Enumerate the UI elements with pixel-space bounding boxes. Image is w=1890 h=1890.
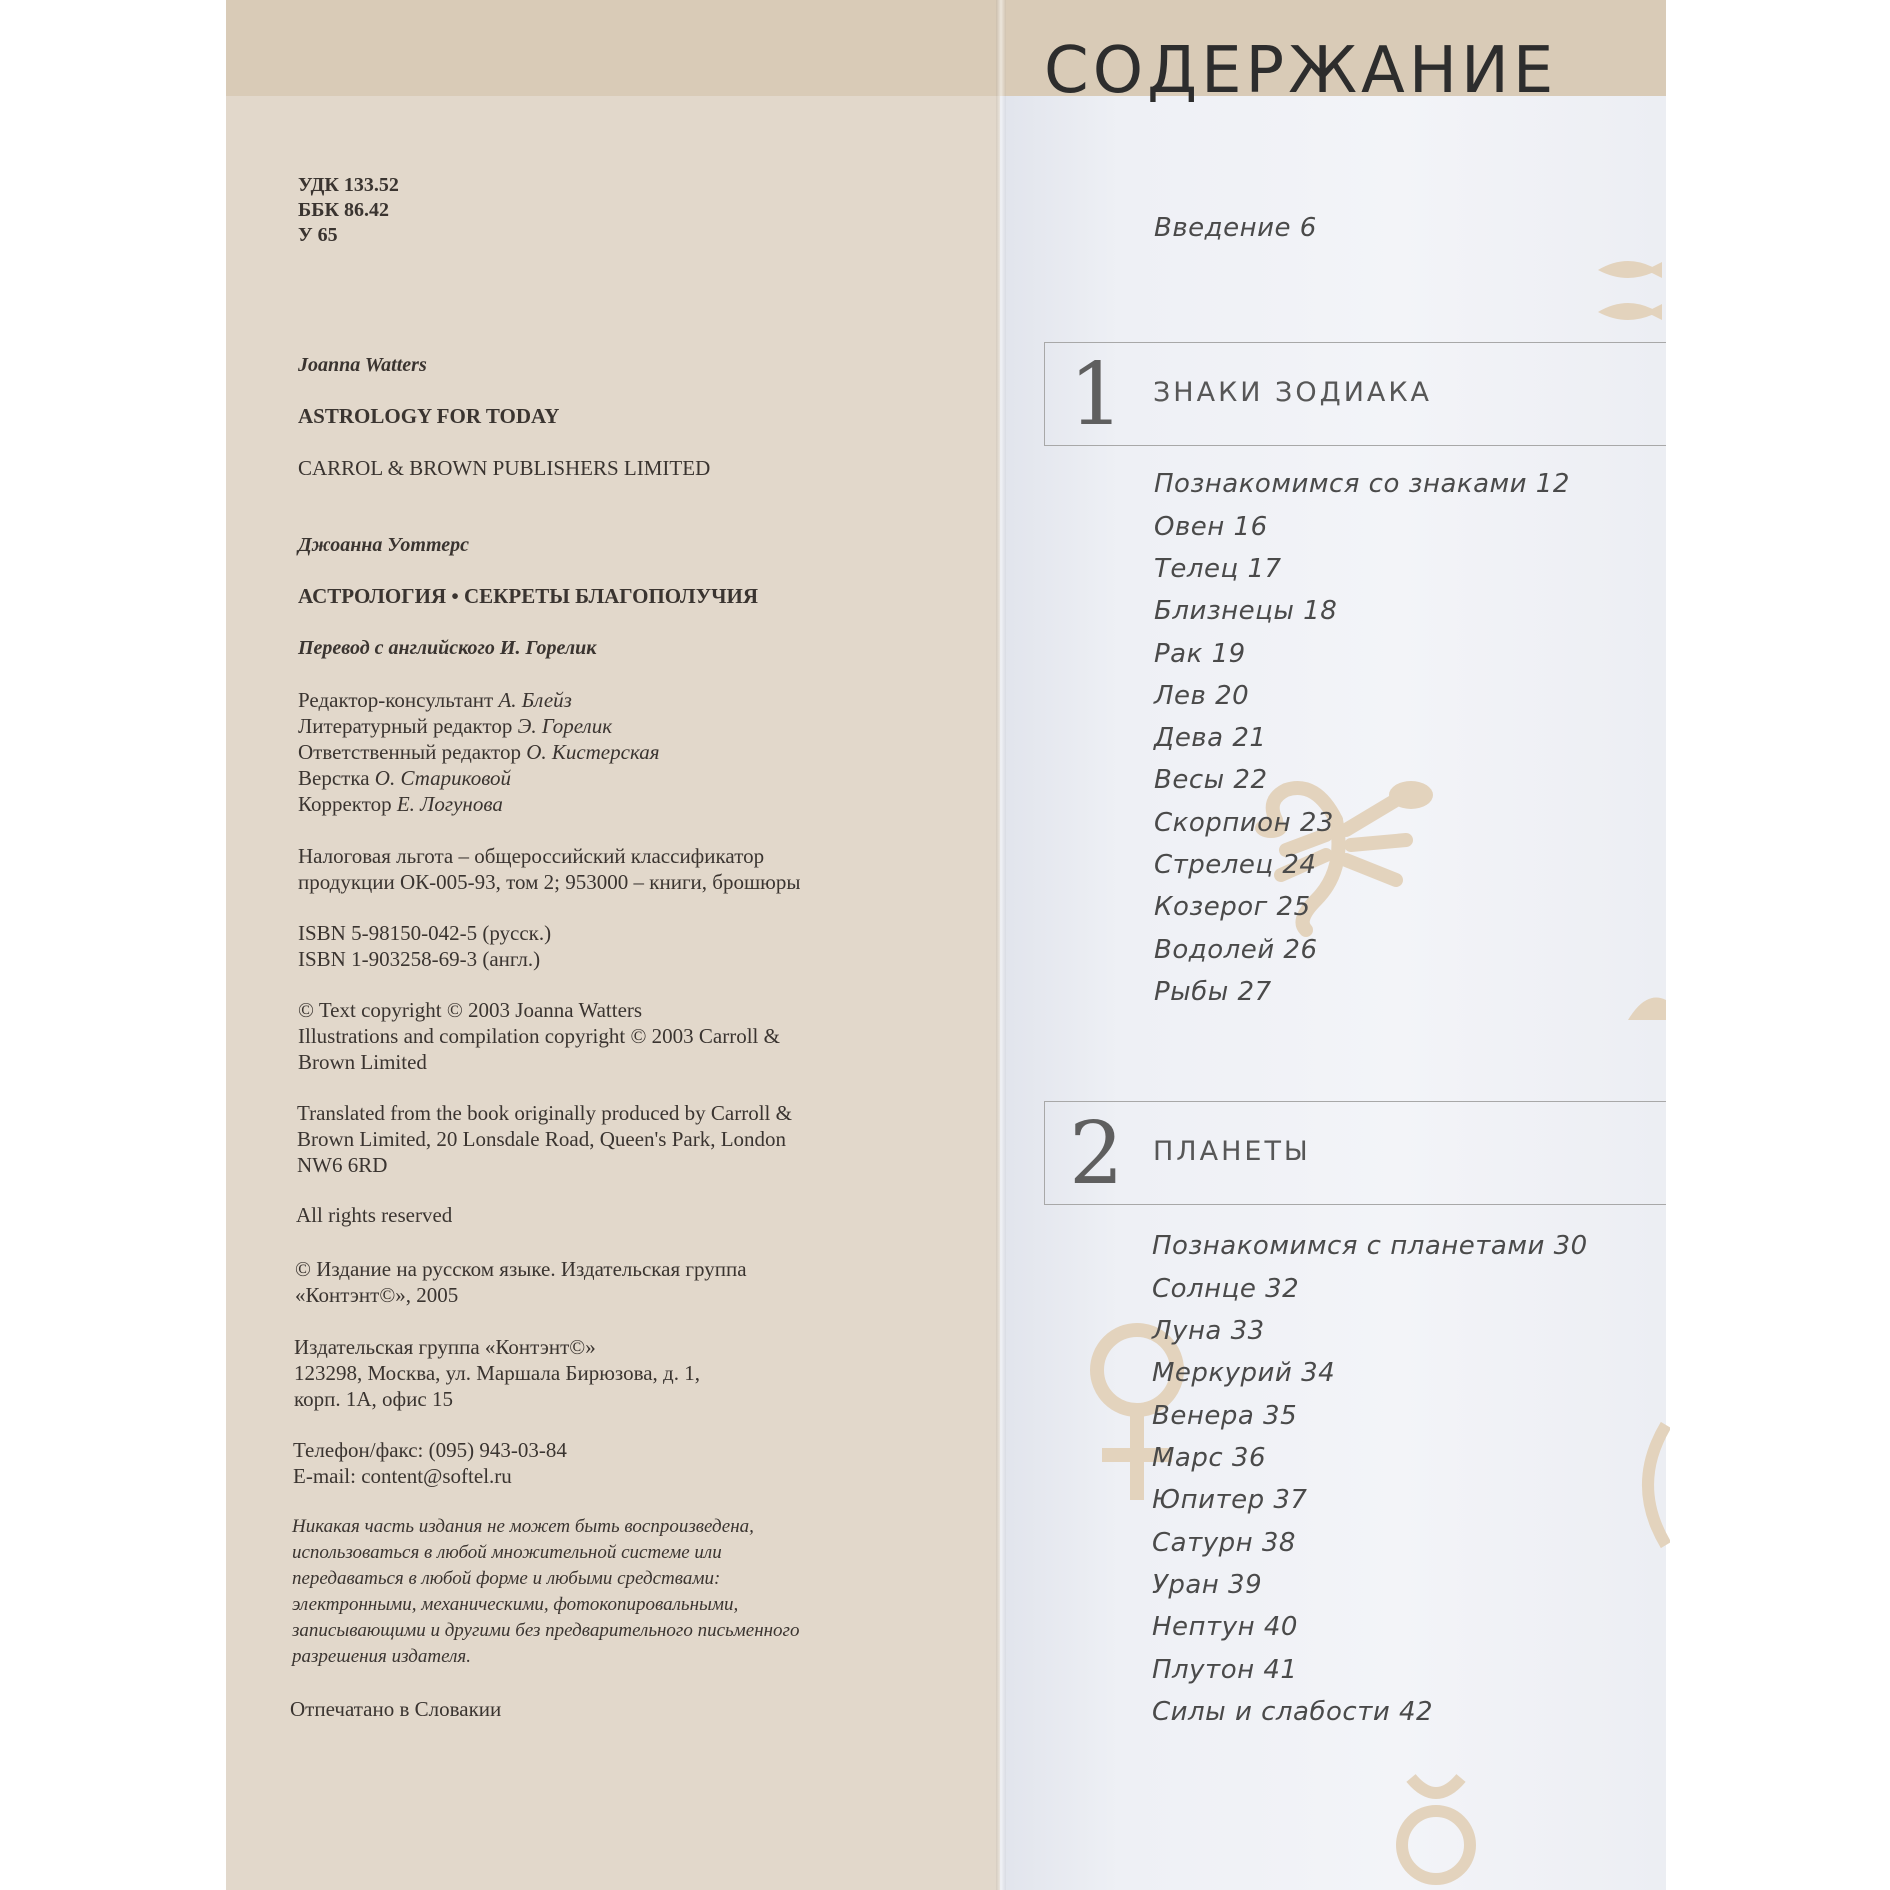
- email-line: E-mail: content@softel.ru: [293, 1464, 512, 1488]
- rights-notice: [292, 1514, 799, 1670]
- translated-block: [297, 1100, 792, 1178]
- mercury-icon: [1386, 1770, 1486, 1890]
- credit-name: А. Блейз: [498, 688, 572, 712]
- notice-line: записывающими и другими без предварительного письменного: [292, 1620, 800, 1641]
- notice-line: использоваться в любой множительной системе или: [292, 1542, 722, 1563]
- author-en: Joanna Watters: [298, 354, 427, 376]
- toc-item[interactable]: Скорпион 23: [1154, 808, 1334, 838]
- toc-item[interactable]: Близнецы 18: [1154, 596, 1338, 626]
- publisher-en: CARROL & BROWN PUBLISHERS LIMITED: [298, 456, 711, 480]
- credit-name: Е. Логунова: [396, 792, 503, 816]
- toc-item[interactable]: Козерог 25: [1154, 892, 1311, 922]
- right-page: [1000, 0, 1666, 1890]
- credit-role: Литературный редактор: [298, 714, 513, 738]
- edition-block: [295, 1256, 747, 1308]
- toc-item[interactable]: Меркурий 34: [1152, 1358, 1336, 1388]
- toc-item[interactable]: Рак 19: [1154, 639, 1246, 669]
- top-band: [226, 0, 1000, 96]
- toc-title: СОДЕРЖАНИЕ: [1044, 34, 1558, 108]
- author-mark: У 65: [298, 224, 338, 246]
- toc-item[interactable]: Познакомимся с планетами 30: [1152, 1231, 1588, 1261]
- toc-item[interactable]: Венера 35: [1152, 1401, 1298, 1431]
- toc-item[interactable]: Солнце 32: [1152, 1274, 1300, 1304]
- toc-item[interactable]: Плутон 41: [1152, 1655, 1298, 1685]
- credit-name: О. Стариковой: [374, 766, 512, 790]
- toc-item[interactable]: Телец 17: [1154, 554, 1282, 584]
- printed-in: Отпечатано в Словакии: [290, 1697, 502, 1721]
- classification-codes: [298, 173, 399, 248]
- edition-line: «Контэнт©», 2005: [295, 1283, 459, 1307]
- tax-line: Налоговая льгота – общероссийский классификатор: [298, 844, 765, 868]
- section-number: 1: [1069, 345, 1124, 445]
- isbn-ru: ISBN 5-98150-042-5 (русск.): [298, 921, 552, 945]
- credit-line: [298, 713, 660, 739]
- toc-item[interactable]: Познакомимся со знаками 12: [1154, 469, 1570, 499]
- translator: Перевод с английского И. Горелик: [298, 637, 597, 659]
- notice-line: Никакая часть издания не может быть воспроизведена,: [292, 1516, 754, 1537]
- copyright-block: [298, 997, 780, 1075]
- credit-line: [298, 687, 660, 713]
- isbn-en: ISBN 1-903258-69-3 (англ.): [298, 947, 541, 971]
- leaf-icon: [1626, 990, 1666, 1030]
- toc-item[interactable]: Стрелец 24: [1154, 850, 1317, 880]
- credit-role: Ответственный редактор: [298, 740, 521, 764]
- section-header: [1044, 342, 1666, 446]
- credit-line: [298, 765, 660, 791]
- toc-item[interactable]: Водолей 26: [1154, 935, 1318, 965]
- tax-line: продукции ОК-005-93, том 2; 953000 – книги, брошюры: [298, 870, 801, 894]
- copyright-line: Brown Limited: [298, 1050, 427, 1074]
- pisces-icon: [1588, 250, 1668, 340]
- contact-block: [293, 1437, 567, 1489]
- author-ru: Джоанна Уоттерс: [298, 534, 469, 556]
- credit-role: Верстка: [298, 766, 370, 790]
- isbn-block: [298, 920, 551, 972]
- copyright-line: © Text copyright © 2003 Joanna Watters: [298, 998, 643, 1022]
- toc-item[interactable]: Юпитер 37: [1152, 1485, 1308, 1515]
- toc-item[interactable]: Уран 39: [1152, 1570, 1263, 1600]
- section-header: [1044, 1101, 1666, 1205]
- toc-item[interactable]: Рыбы 27: [1154, 977, 1272, 1007]
- copyright-line: Illustrations and compilation copyright © 2003 Carroll &: [298, 1024, 780, 1048]
- section-label: ЗНАКИ ЗОДИАКА: [1153, 377, 1432, 408]
- translated-line: Translated from the book originally produced by Carroll &: [297, 1101, 792, 1125]
- toc-item[interactable]: Марс 36: [1152, 1443, 1267, 1473]
- section-label: ПЛАНЕТЫ: [1153, 1136, 1311, 1167]
- address-block: [294, 1334, 700, 1412]
- address-line: 123298, Москва, ул. Маршала Бирюзова, д. 1,: [294, 1361, 700, 1385]
- credits: [298, 687, 660, 817]
- credit-role: Редактор-консультант: [298, 688, 494, 712]
- credit-name: О. Кистерская: [526, 740, 660, 764]
- notice-line: электронными, механическими, фотокопировальными,: [292, 1594, 739, 1615]
- toc-item[interactable]: Овен 16: [1154, 512, 1268, 542]
- notice-line: разрешения издателя.: [292, 1646, 471, 1667]
- translated-line: Brown Limited, 20 Lonsdale Road, Queen's Park, London: [297, 1127, 787, 1151]
- title-ru: АСТРОЛОГИЯ • СЕКРЕТЫ БЛАГОПОЛУЧИЯ: [298, 584, 759, 608]
- udc-code: УДК 133.52: [298, 174, 399, 196]
- toc-item[interactable]: Весы 22: [1154, 765, 1268, 795]
- toc-item[interactable]: Силы и слабости 42: [1152, 1697, 1434, 1727]
- section-number: 2: [1069, 1104, 1124, 1204]
- address-line: Издательская группа «Контэнт©»: [294, 1335, 596, 1359]
- title-en: ASTROLOGY FOR TODAY: [298, 404, 560, 428]
- toc-item[interactable]: Нептун 40: [1152, 1612, 1298, 1642]
- address-line: корп. 1А, офис 15: [294, 1387, 453, 1411]
- bbk-code: ББК 86.42: [298, 199, 389, 221]
- notice-line: передаваться в любой форме и любыми средствами:: [292, 1568, 721, 1589]
- toc-item[interactable]: Лев 20: [1154, 681, 1250, 711]
- toc-item[interactable]: Сатурн 38: [1152, 1528, 1296, 1558]
- credit-line: [298, 739, 660, 765]
- tax-info: [298, 843, 800, 895]
- toc-item[interactable]: Дева 21: [1154, 723, 1267, 753]
- phone-line: Телефон/факс: (095) 943-03-84: [293, 1438, 567, 1462]
- sun-icon: [1630, 1420, 1670, 1550]
- rights-reserved: All rights reserved: [296, 1203, 453, 1227]
- credit-role: Корректор: [298, 792, 392, 816]
- translated-line: NW6 6RD: [297, 1153, 388, 1177]
- toc-item[interactable]: Луна 33: [1152, 1316, 1265, 1346]
- toc-intro[interactable]: Введение 6: [1154, 213, 1317, 243]
- credit-name: Э. Горелик: [517, 714, 613, 738]
- edition-line: © Издание на русском языке. Издательская группа: [295, 1257, 747, 1281]
- page-gutter: [996, 0, 1006, 1890]
- credit-line: [298, 791, 660, 817]
